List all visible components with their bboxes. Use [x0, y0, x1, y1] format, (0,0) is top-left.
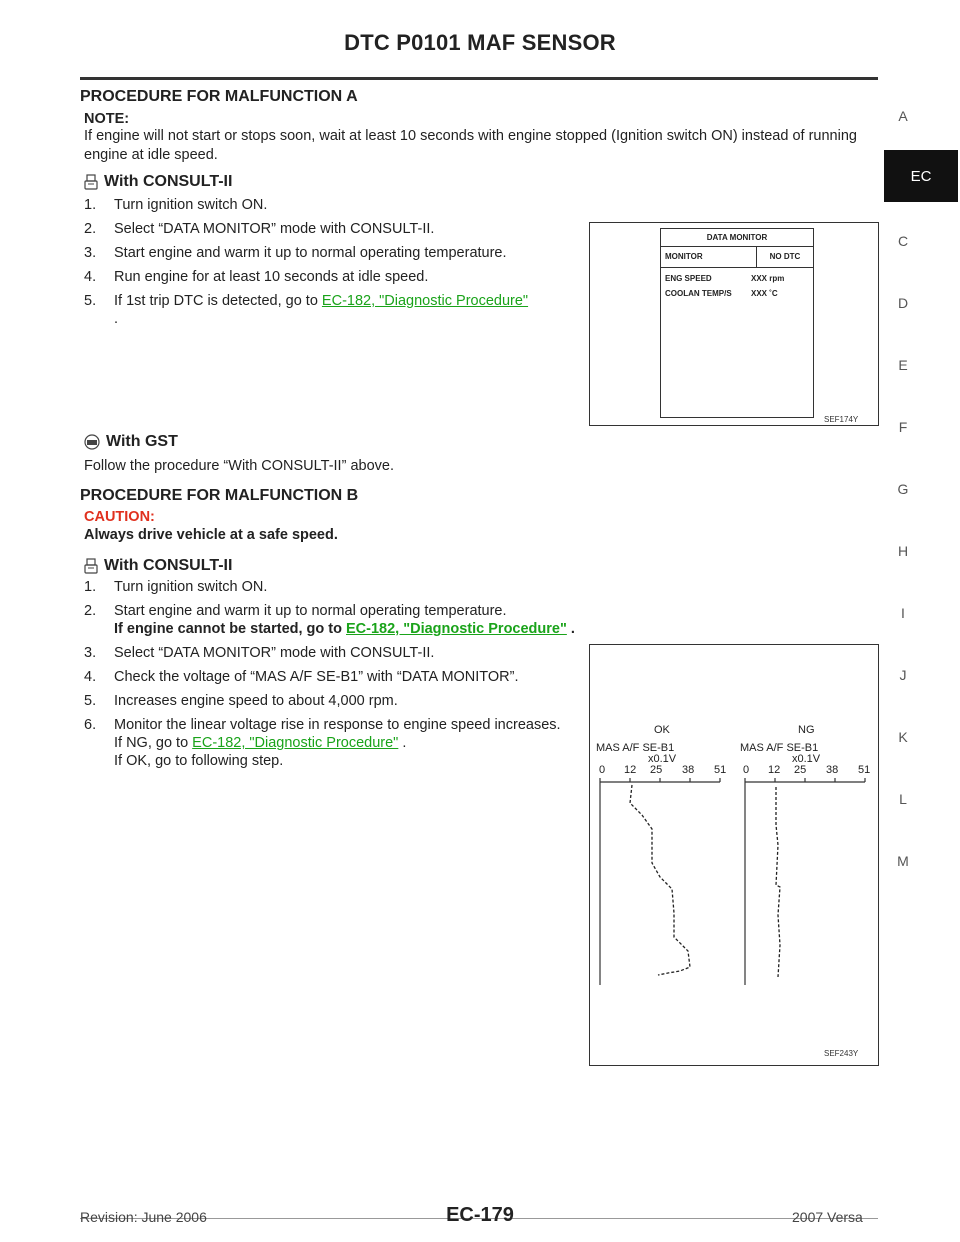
step-text	[114, 292, 528, 328]
monitor-title: DATA MONITOR	[661, 229, 813, 247]
list-item	[84, 268, 584, 286]
step-text: Turn ignition switch ON.	[114, 579, 268, 595]
index-tab-ec[interactable]: EC	[884, 150, 958, 202]
index-tab-e[interactable]: E	[898, 357, 908, 373]
monitor-row	[661, 274, 813, 283]
step-number: 5.	[84, 693, 97, 709]
steps-a	[84, 196, 584, 334]
index-tab-c[interactable]: C	[897, 233, 909, 249]
ng-signal-label: MAS A/F SE-B1	[740, 742, 819, 754]
list-item	[84, 196, 584, 214]
ok-tick-label: 0	[599, 764, 606, 776]
consult-heading-a-text: With CONSULT-II	[104, 173, 233, 190]
data-monitor-figure	[589, 222, 879, 426]
step-6-ok: If OK, go to following step.	[114, 753, 284, 769]
page-title: DTC P0101 MAF SENSOR	[344, 30, 616, 55]
list-item	[84, 602, 584, 638]
ok-label: OK	[654, 724, 670, 736]
note-label: NOTE:	[84, 111, 130, 127]
footer-model: 2007 Versa	[792, 1209, 863, 1225]
step-text	[114, 716, 580, 770]
ng-tick-label: 25	[794, 764, 807, 776]
ok-unit-label: x0.1V	[648, 753, 677, 765]
step-text: Check the voltage of “MAS A/F SE-B1” with “DATA MONITOR”.	[114, 669, 519, 685]
step-number: 1.	[84, 197, 97, 213]
caution-text: Always drive vehicle at a safe speed.	[84, 527, 338, 543]
step-2-text: Start engine and warm it up to normal operating temperature.	[114, 603, 507, 619]
maf-trace-diagram	[590, 645, 878, 1065]
step-text: Start engine and warm it up to normal operating temperature.	[114, 245, 507, 261]
index-tab-m[interactable]: M	[897, 853, 909, 869]
monitor-col-left: MONITOR	[661, 247, 757, 267]
step-text: Turn ignition switch ON.	[114, 197, 268, 213]
step-6-text: Monitor the linear voltage rise in response to engine speed increases.	[114, 717, 561, 733]
index-tab-g[interactable]: G	[897, 481, 909, 497]
monitor-row-label: COOLAN TEMP/S	[665, 289, 732, 298]
title-rule	[80, 77, 878, 80]
ok-tick-label: 12	[624, 764, 637, 776]
figure1-code: SEF174Y	[824, 415, 859, 424]
step-number: 5.	[84, 293, 97, 309]
index-tab-h[interactable]: H	[897, 543, 909, 559]
list-item	[84, 644, 584, 662]
list-item	[84, 668, 584, 686]
step-5-text: If 1st trip DTC is detected, go to	[114, 293, 322, 309]
list-item	[84, 244, 584, 262]
step-2-after: .	[566, 621, 575, 637]
diagnostic-procedure-link-c[interactable]: EC-182, "Diagnostic Procedure"	[192, 735, 399, 751]
list-item	[84, 692, 584, 710]
step-number: 2.	[84, 603, 97, 619]
index-tab-l[interactable]: L	[899, 791, 907, 807]
monitor-row	[661, 289, 813, 298]
ng-tick-label: 38	[826, 764, 839, 776]
step-6-ng: If NG, go to	[114, 735, 193, 751]
consult-heading-a	[84, 173, 232, 191]
index-tab-f[interactable]: F	[898, 419, 908, 435]
ng-tick-label: 51	[858, 764, 871, 776]
caution-label: CAUTION:	[84, 509, 155, 525]
step-number: 6.	[84, 717, 97, 733]
diagnostic-procedure-link-a[interactable]: EC-182, "Diagnostic Procedure"	[321, 293, 529, 309]
maf-trace-figure	[589, 644, 879, 1066]
step-2-bold: If engine cannot be started, go to	[114, 621, 347, 637]
ng-tick-label: 12	[768, 764, 781, 776]
monitor-row-value: XXX ˚C	[751, 289, 778, 298]
section-a-heading: PROCEDURE FOR MALFUNCTION A	[80, 88, 358, 105]
monitor-row-value: XXX rpm	[751, 274, 785, 283]
step-5-after: .	[114, 311, 119, 327]
ng-voltage-trace	[776, 787, 780, 977]
ok-tick-label: 51	[714, 764, 727, 776]
consult-tool-icon	[84, 174, 98, 190]
gst-tool-icon	[84, 434, 100, 450]
index-tab-j[interactable]: J	[899, 667, 907, 683]
step-6-ng-after: .	[398, 735, 407, 751]
ng-tick-label: 0	[743, 764, 750, 776]
page-number: EC-179	[446, 1204, 514, 1226]
index-tab-a[interactable]: A	[898, 108, 908, 124]
section-b-heading: PROCEDURE FOR MALFUNCTION B	[80, 487, 359, 504]
ok-signal-label: MAS A/F SE-B1	[596, 742, 675, 754]
step-text: Increases engine speed to about 4,000 rpm.	[114, 693, 398, 709]
gst-text: Follow the procedure “With CONSULT-II” above.	[84, 458, 394, 474]
ok-tick-label: 38	[682, 764, 695, 776]
footer-revision: Revision: June 2006	[80, 1209, 207, 1225]
index-tab-k[interactable]: K	[898, 729, 908, 745]
step-number: 4.	[84, 669, 97, 685]
list-item	[84, 292, 584, 328]
index-tab-d[interactable]: D	[897, 295, 909, 311]
step-number: 4.	[84, 269, 97, 285]
step-number: 3.	[84, 245, 97, 261]
list-item	[84, 716, 584, 770]
gst-heading	[84, 433, 178, 451]
gst-heading-text: With GST	[106, 433, 178, 450]
consult-heading-b	[84, 557, 232, 575]
monitor-screen	[660, 228, 814, 418]
consult-tool-icon	[84, 558, 98, 574]
step-text	[114, 602, 575, 638]
step-text: Run engine for at least 10 seconds at idle speed.	[114, 269, 429, 285]
step-number: 1.	[84, 579, 97, 595]
ok-voltage-trace	[630, 785, 690, 975]
steps-b	[84, 578, 584, 776]
ng-unit-label: x0.1V	[792, 753, 821, 765]
step-number: 2.	[84, 221, 97, 237]
diagnostic-procedure-link-b[interactable]: EC-182, "Diagnostic Procedure"	[346, 621, 567, 637]
ok-axes	[600, 778, 720, 985]
list-item	[84, 220, 584, 238]
ng-axes	[745, 778, 865, 985]
step-text: Select “DATA MONITOR” mode with CONSULT-II.	[114, 645, 435, 661]
step-text: Select “DATA MONITOR” mode with CONSULT-II.	[114, 221, 435, 237]
monitor-row-label: ENG SPEED	[665, 274, 712, 283]
figure2-code: SEF243Y	[824, 1049, 859, 1058]
step-number: 3.	[84, 645, 97, 661]
index-tab-i[interactable]: I	[901, 605, 905, 621]
list-item	[84, 578, 584, 596]
ng-label: NG	[798, 724, 815, 736]
monitor-header-row	[661, 247, 813, 268]
ok-tick-label: 25	[650, 764, 663, 776]
consult-heading-b-text: With CONSULT-II	[104, 557, 233, 574]
note-text: If engine will not start or stops soon, wait at least 10 seconds with engine stopped (Ignition switch ON) instead of running engine at idle speed.	[84, 128, 857, 163]
monitor-col-right: NO DTC	[769, 252, 801, 261]
